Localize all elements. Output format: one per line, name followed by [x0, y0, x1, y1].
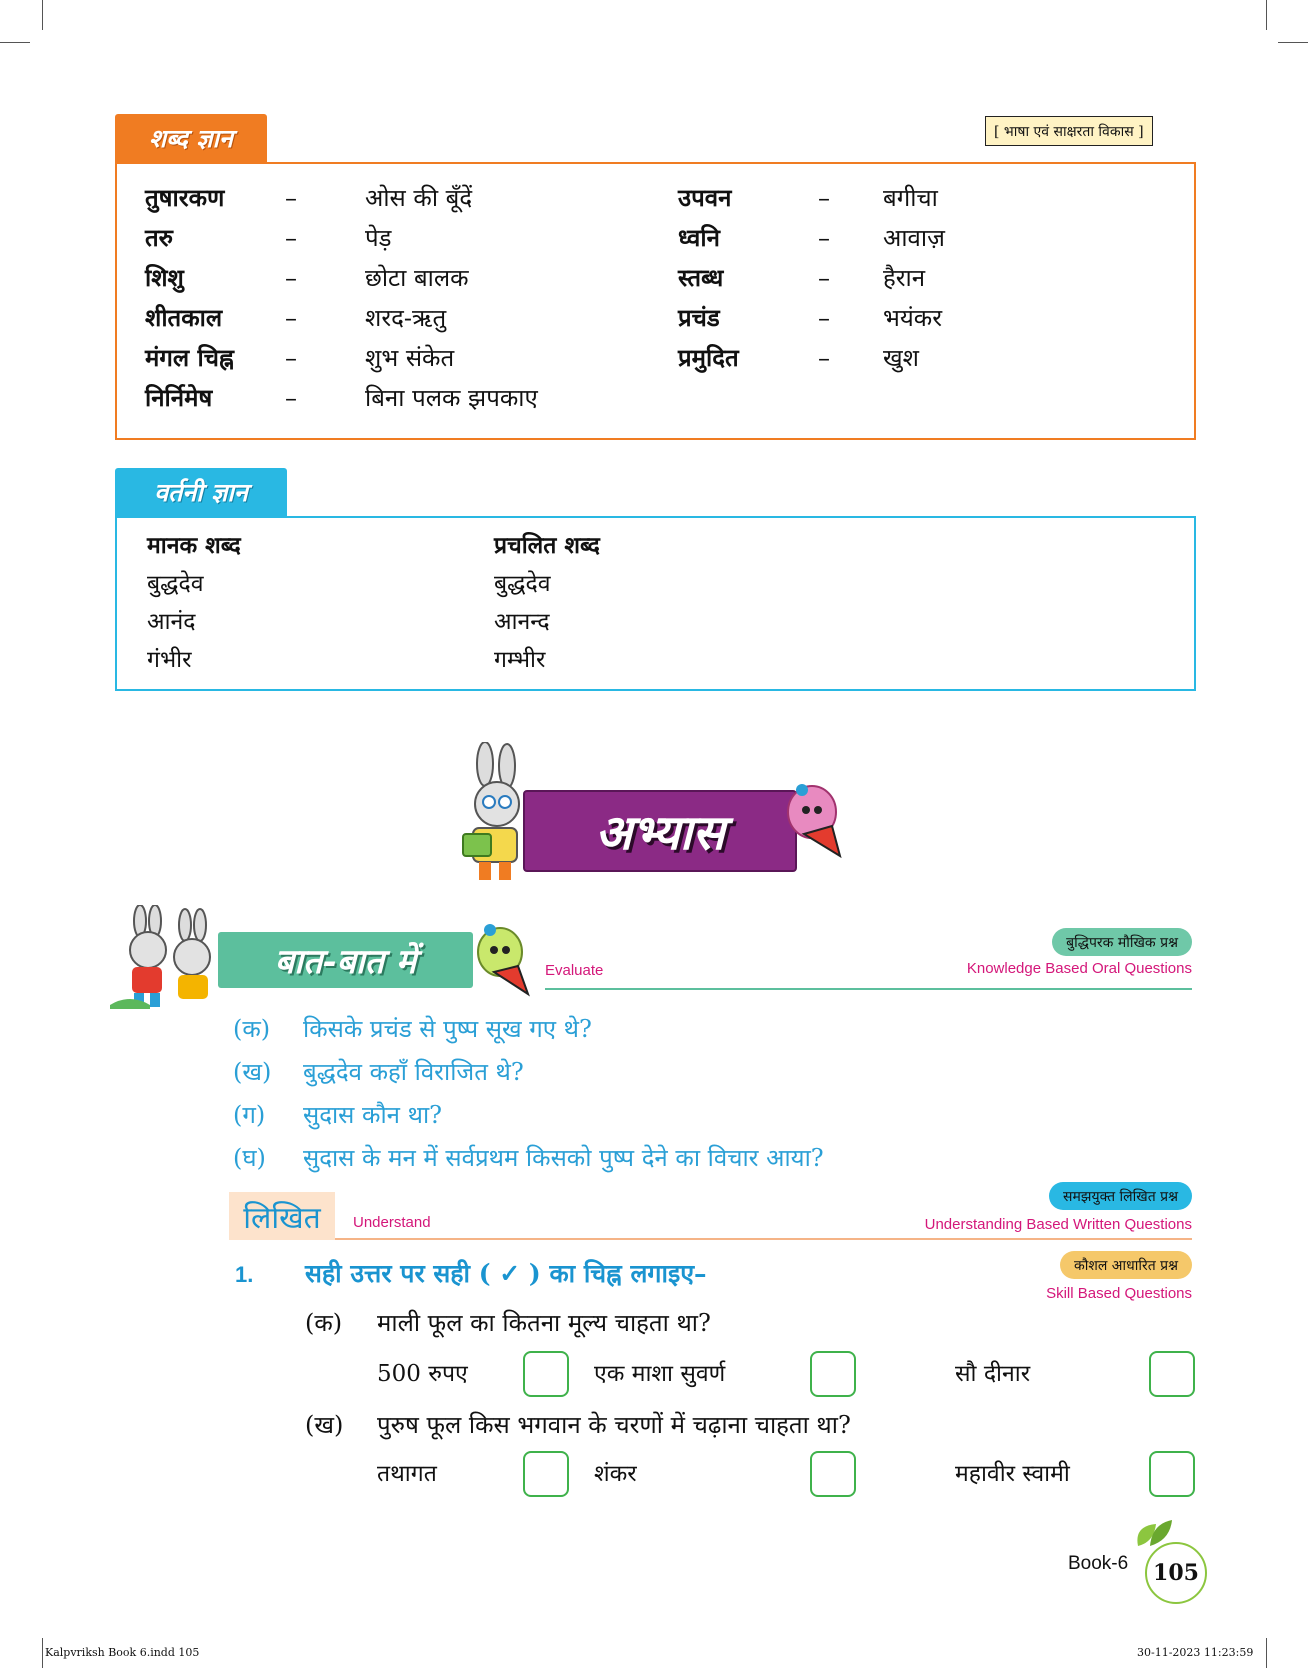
- prachalit-header: प्रचलित शब्द: [494, 532, 600, 559]
- vocab-dash: –: [818, 184, 830, 212]
- question-label: (ग): [233, 1101, 266, 1129]
- book-label: Book-6: [1068, 1553, 1129, 1574]
- manak-word: बुद्धदेव: [147, 571, 204, 597]
- vocab-row: [145, 338, 454, 378]
- written-questions-pill: समझयुक्त लिखित प्रश्न: [1049, 1182, 1192, 1210]
- abhyas-banner: अभ्यास: [523, 790, 797, 872]
- oral-question: [233, 1055, 524, 1089]
- question-text: पुरुष फूल किस भगवान के चरणों में चढ़ाना चाहता था?: [377, 1411, 851, 1439]
- understand-label: Understand: [353, 1214, 431, 1231]
- vocab-dash: –: [818, 304, 830, 332]
- crop-mark: [1266, 0, 1267, 30]
- option-label: शंकर: [594, 1461, 637, 1487]
- option-label: तथागत: [377, 1461, 437, 1487]
- written-questions-caption: Understanding Based Written Questions: [924, 1216, 1192, 1233]
- vocab-meaning: बगीचा: [883, 184, 938, 212]
- divider-line: [335, 1238, 1192, 1240]
- vocab-dash: –: [285, 344, 297, 372]
- vocab-dash: –: [818, 344, 830, 372]
- vocab-row: [678, 178, 938, 218]
- vocab-row: [145, 298, 446, 338]
- vocab-meaning: बिना पलक झपकाए: [365, 384, 538, 412]
- vocab-meaning: पेड़: [365, 224, 392, 252]
- vocab-word: प्रचंड: [678, 303, 720, 332]
- question-text: सुदास कौन था?: [303, 1101, 443, 1129]
- vocab-row: [678, 218, 945, 258]
- question-instruction: सही उत्तर पर सही ( ✓ ) का चिह्न लगाइए–: [305, 1259, 707, 1288]
- vocab-dash: –: [285, 224, 297, 252]
- oral-question: [233, 1098, 442, 1132]
- answer-checkbox[interactable]: [523, 1351, 569, 1397]
- answer-checkbox[interactable]: [523, 1451, 569, 1497]
- crop-mark: [1278, 42, 1308, 43]
- vocab-word: मंगल चिह्न: [145, 343, 234, 372]
- vocab-word: निर्निमेष: [145, 383, 213, 412]
- oral-questions-pill: बुद्धिपरक मौखिक प्रश्न: [1052, 928, 1192, 956]
- vocab-word: प्रमुदित: [678, 343, 739, 372]
- answer-checkbox[interactable]: [1149, 1351, 1195, 1397]
- vocab-meaning: खुश: [883, 344, 919, 372]
- vocab-row: [678, 298, 942, 338]
- vocab-row: [678, 258, 925, 298]
- mcq-question: [305, 1408, 851, 1442]
- question-label: (क): [233, 1015, 271, 1043]
- manak-word: गंभीर: [147, 647, 192, 673]
- prachalit-word: बुद्धदेव: [494, 571, 551, 597]
- vartani-gyan-title: वर्तनी ज्ञान: [115, 468, 287, 516]
- pencil-mascot-icon: [780, 782, 850, 862]
- option-label: 500 रुपए: [377, 1361, 468, 1387]
- manak-word: आनंद: [147, 609, 196, 635]
- question-number: 1.: [235, 1262, 254, 1287]
- question-text: माली फूल का कितना मूल्य चाहता था?: [377, 1309, 711, 1337]
- question-text: बुद्धदेव कहाँ विराजित थे?: [303, 1058, 524, 1086]
- vocab-dash: –: [285, 264, 297, 292]
- vartani-gyan-box: [115, 516, 1196, 691]
- option-label: महावीर स्वामी: [955, 1461, 1070, 1487]
- question-label: (ख): [233, 1058, 272, 1086]
- answer-checkbox[interactable]: [1149, 1451, 1195, 1497]
- evaluate-label: Evaluate: [545, 962, 604, 979]
- vocab-word: शिशु: [145, 263, 184, 292]
- vocab-dash: –: [285, 384, 297, 412]
- option-label: एक माशा सुवर्ण: [594, 1361, 726, 1387]
- vocab-dash: –: [818, 264, 830, 292]
- bulb-mascot-icon: [470, 924, 535, 999]
- vocab-word: शीतकाल: [145, 303, 223, 332]
- vocab-dash: –: [285, 184, 297, 212]
- answer-checkbox[interactable]: [810, 1451, 856, 1497]
- answer-checkbox[interactable]: [810, 1351, 856, 1397]
- crop-mark: [42, 1638, 43, 1668]
- vocab-meaning: शरद-ऋतु: [365, 304, 447, 332]
- oral-question: [233, 1012, 592, 1046]
- mcq-question: [305, 1306, 711, 1340]
- likhit-title: लिखित: [229, 1192, 335, 1240]
- vocab-row: [145, 178, 472, 218]
- vocab-meaning: शुभ संकेत: [365, 344, 455, 372]
- vocab-meaning: भयंकर: [883, 304, 943, 332]
- question-text: किसके प्रचंड से पुष्प सूख गए थे?: [303, 1015, 592, 1043]
- vocab-dash: –: [818, 224, 830, 252]
- crop-mark: [0, 42, 30, 43]
- baat-baat-title: बात-बात में: [218, 932, 473, 988]
- rabbits-illustration: [110, 905, 225, 1010]
- vocab-word: स्तब्ध: [678, 263, 724, 292]
- print-timestamp: 30-11-2023 11:23:59: [1137, 1646, 1254, 1659]
- vocab-word: तरु: [145, 223, 174, 252]
- vocab-row: [145, 258, 469, 298]
- oral-questions-caption: Knowledge Based Oral Questions: [966, 960, 1192, 977]
- vocab-word: ध्वनि: [678, 223, 720, 252]
- vocab-meaning: आवाज़: [883, 224, 945, 252]
- vocab-word: उपवन: [678, 183, 732, 212]
- divider-line: [545, 988, 1192, 990]
- question-text: सुदास के मन में सर्वप्रथम किसको पुष्प देने का विचार आया?: [303, 1144, 824, 1172]
- vocab-meaning: छोटा बालक: [365, 264, 469, 292]
- skill-questions-pill: कौशल आधारित प्रश्न: [1060, 1251, 1192, 1279]
- literacy-badge: [ भाषा एवं साक्षरता विकास ]: [985, 116, 1153, 146]
- oral-question: [233, 1141, 824, 1175]
- vocab-meaning: ओस की बूँदें: [365, 184, 473, 212]
- crop-mark: [42, 0, 43, 30]
- skill-questions-caption: Skill Based Questions: [1046, 1285, 1192, 1302]
- question-label: (घ): [233, 1144, 266, 1172]
- question-label: (ख): [305, 1411, 344, 1439]
- page-number: 105: [1145, 1542, 1207, 1604]
- prachalit-word: आनन्द: [494, 609, 550, 635]
- vocab-row: [145, 378, 538, 418]
- vocab-meaning: हैरान: [883, 264, 926, 292]
- crop-mark: [1266, 1638, 1267, 1668]
- vocab-row: [145, 218, 391, 258]
- manak-header: मानक शब्द: [147, 532, 241, 559]
- vocab-row: [678, 338, 919, 378]
- option-label: सौ दीनार: [955, 1361, 1031, 1387]
- file-slug: Kalpvriksh Book 6.indd 105: [45, 1646, 200, 1659]
- prachalit-word: गम्भीर: [494, 647, 546, 673]
- vocab-dash: –: [285, 304, 297, 332]
- shabd-gyan-title: शब्द ज्ञान: [115, 114, 267, 162]
- question-label: (क): [305, 1309, 343, 1337]
- vocab-word: तुषारकण: [145, 183, 225, 212]
